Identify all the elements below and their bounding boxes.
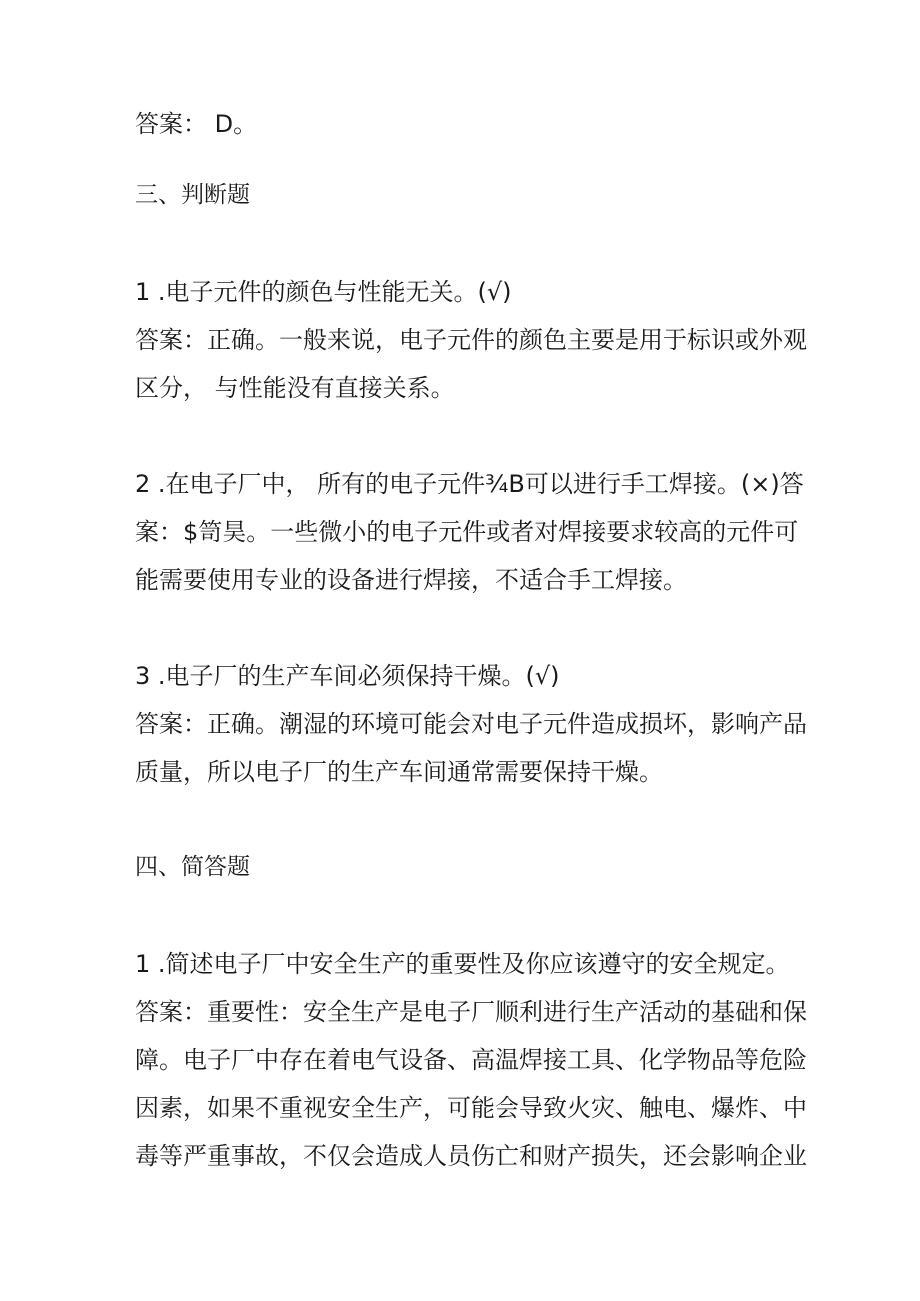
judgment-question-3: 3 .电子厂的生产车间必须保持干燥。(√) [135,662,560,690]
judgment-answer-1-line-1: 答案：正确。一般来说，电子元件的颜色主要是用于标识或外观 [135,326,807,354]
judgment-question-2-line-3: 能需要使用专业的设备进行焊接，不适合手工焊接。 [135,566,687,594]
previous-answer: 答案： D。 [135,110,258,138]
judgment-question-1: 1 .电子元件的颜色与性能无关。(√) [135,278,512,306]
judgment-question-2-line-1: 2 .在电子厂中， 所有的电子元件¾B可以进行手工焊接。(×)答 [135,470,804,498]
short-answer-1-line-3: 因素，如果不重视安全生产，可能会导致火灾、触电、爆炸、中 [135,1094,807,1122]
short-question-1: 1 .简述电子厂中安全生产的重要性及你应该遵守的安全规定。 [135,950,790,978]
short-answer-1-line-1: 答案：重要性：安全生产是电子厂顺利进行生产活动的基础和保 [135,998,807,1026]
judgment-answer-1-line-2: 区分， 与性能没有直接关系。 [135,374,455,402]
short-answer-1-line-4: 毒等严重事故，不仅会造成人员伤亡和财产损失，还会影响企业 [135,1142,807,1170]
judgment-answer-3-line-2: 质量，所以电子厂的生产车间通常需要保持干燥。 [135,758,663,786]
section-heading-short-answer: 四、简答题 [135,854,250,880]
judgment-question-2-line-2: 案：$笥昊。一些微小的电子元件或者对焊接要求较高的元件可 [135,518,799,546]
section-heading-judgment: 三、判断题 [135,182,250,208]
short-answer-1-line-2: 障。电子厂中存在着电气设备、高温焊接工具、化学物品等危险 [135,1046,807,1074]
judgment-answer-3-line-1: 答案：正确。潮湿的环境可能会对电子元件造成损坏，影响产品 [135,710,807,738]
